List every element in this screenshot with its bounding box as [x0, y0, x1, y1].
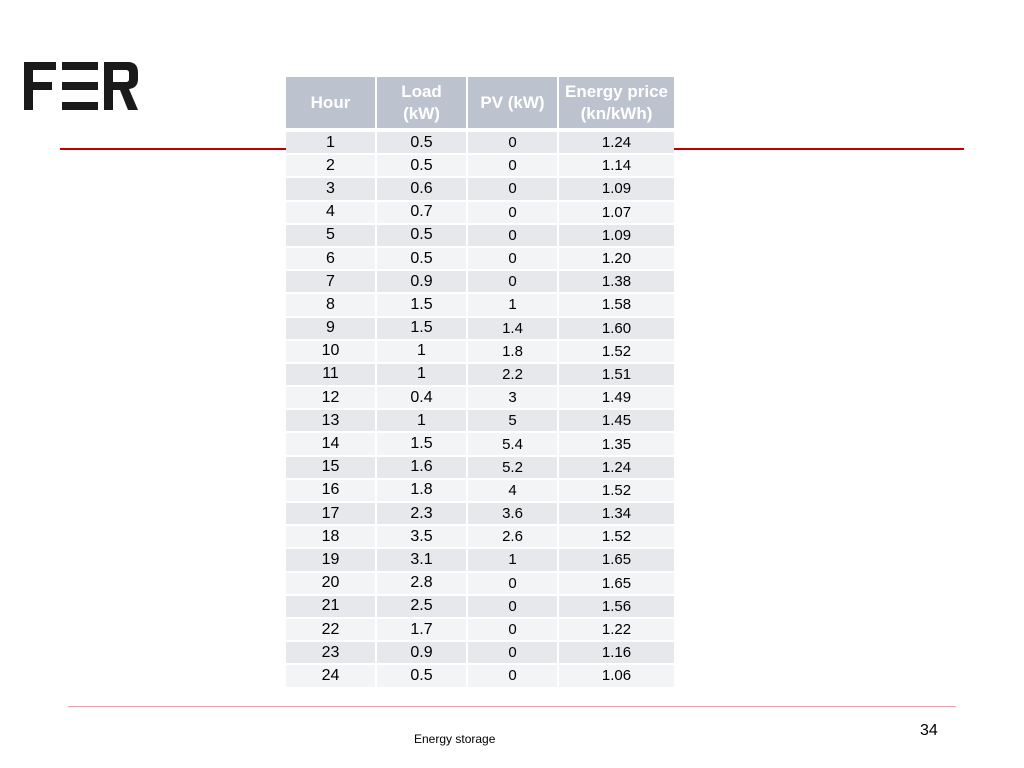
cell-hour: 7 — [286, 270, 376, 293]
cell-price: 1.20 — [558, 247, 674, 270]
cell-pv: 0 — [467, 270, 558, 293]
cell-load: 2.8 — [376, 572, 467, 595]
cell-load: 1.8 — [376, 479, 467, 502]
cell-pv: 0 — [467, 618, 558, 641]
title-rule-left — [60, 148, 288, 150]
cell-load: 0.4 — [376, 386, 467, 409]
table-row — [286, 201, 674, 224]
cell-pv: 2.6 — [467, 525, 558, 548]
cell-price: 1.22 — [558, 618, 674, 641]
cell-hour: 1 — [286, 130, 376, 154]
title-rule-right — [672, 148, 964, 150]
table-row — [286, 432, 674, 455]
cell-price: 1.09 — [558, 177, 674, 200]
header-hour: Hour — [286, 77, 376, 130]
table-row — [286, 641, 674, 664]
cell-hour: 22 — [286, 618, 376, 641]
cell-load: 1.5 — [376, 293, 467, 316]
header-pv: PV (kW) — [467, 77, 558, 130]
table-row — [286, 548, 674, 571]
cell-load: 1.6 — [376, 456, 467, 479]
cell-price: 1.14 — [558, 154, 674, 177]
table-row — [286, 456, 674, 479]
cell-hour: 8 — [286, 293, 376, 316]
cell-load: 0.9 — [376, 270, 467, 293]
cell-load: 0.5 — [376, 154, 467, 177]
table-row — [286, 270, 674, 293]
cell-load: 0.6 — [376, 177, 467, 200]
cell-price: 1.24 — [558, 130, 674, 154]
cell-price: 1.24 — [558, 456, 674, 479]
table-row — [286, 363, 674, 386]
cell-pv: 0 — [467, 130, 558, 154]
cell-pv: 5.4 — [467, 432, 558, 455]
cell-price: 1.09 — [558, 224, 674, 247]
cell-pv: 3.6 — [467, 502, 558, 525]
cell-hour: 4 — [286, 201, 376, 224]
cell-hour: 19 — [286, 548, 376, 571]
cell-price: 1.51 — [558, 363, 674, 386]
fer-logo — [24, 62, 138, 110]
cell-pv: 2.2 — [467, 363, 558, 386]
table-row — [286, 525, 674, 548]
table-row — [286, 154, 674, 177]
cell-hour: 10 — [286, 340, 376, 363]
cell-hour: 11 — [286, 363, 376, 386]
load-pv-price-table — [286, 77, 674, 689]
cell-pv: 0 — [467, 224, 558, 247]
cell-load: 3.5 — [376, 525, 467, 548]
table-row — [286, 572, 674, 595]
cell-load: 0.5 — [376, 130, 467, 154]
table-row — [286, 224, 674, 247]
table-row — [286, 479, 674, 502]
cell-load: 0.7 — [376, 201, 467, 224]
table-row — [286, 247, 674, 270]
cell-load: 1 — [376, 409, 467, 432]
table-row — [286, 595, 674, 618]
table-row — [286, 130, 674, 154]
table-row — [286, 664, 674, 687]
table-row — [286, 293, 674, 316]
cell-price: 1.60 — [558, 317, 674, 340]
cell-hour: 23 — [286, 641, 376, 664]
cell-price: 1.34 — [558, 502, 674, 525]
cell-load: 2.3 — [376, 502, 467, 525]
cell-load: 1.5 — [376, 317, 467, 340]
footer-rule — [68, 706, 956, 707]
cell-hour: 5 — [286, 224, 376, 247]
cell-pv: 4 — [467, 479, 558, 502]
cell-price: 1.65 — [558, 548, 674, 571]
table-row — [286, 386, 674, 409]
cell-hour: 14 — [286, 432, 376, 455]
table-row — [286, 502, 674, 525]
cell-pv: 1.8 — [467, 340, 558, 363]
cell-hour: 18 — [286, 525, 376, 548]
cell-hour: 20 — [286, 572, 376, 595]
cell-pv: 3 — [467, 386, 558, 409]
table-row — [286, 618, 674, 641]
cell-pv: 0 — [467, 664, 558, 687]
cell-pv: 0 — [467, 641, 558, 664]
cell-price: 1.35 — [558, 432, 674, 455]
cell-load: 0.5 — [376, 224, 467, 247]
cell-pv: 5 — [467, 409, 558, 432]
cell-pv: 1.4 — [467, 317, 558, 340]
cell-hour: 2 — [286, 154, 376, 177]
cell-price: 1.65 — [558, 572, 674, 595]
cell-hour: 17 — [286, 502, 376, 525]
cell-load: 1 — [376, 340, 467, 363]
cell-pv: 1 — [467, 548, 558, 571]
header-price: Energy price (kn/kWh) — [558, 77, 674, 130]
cell-price: 1.58 — [558, 293, 674, 316]
cell-hour: 16 — [286, 479, 376, 502]
cell-pv: 0 — [467, 177, 558, 200]
cell-price: 1.38 — [558, 270, 674, 293]
table-row — [286, 177, 674, 200]
cell-load: 0.9 — [376, 641, 467, 664]
cell-pv: 0 — [467, 201, 558, 224]
cell-pv: 0 — [467, 595, 558, 618]
cell-price: 1.16 — [558, 641, 674, 664]
cell-load: 3.1 — [376, 548, 467, 571]
cell-price: 1.45 — [558, 409, 674, 432]
table-row — [286, 340, 674, 363]
cell-hour: 3 — [286, 177, 376, 200]
table-header-row — [286, 77, 674, 130]
cell-pv: 5.2 — [467, 456, 558, 479]
cell-pv: 0 — [467, 154, 558, 177]
cell-price: 1.49 — [558, 386, 674, 409]
cell-price: 1.06 — [558, 664, 674, 687]
table-row — [286, 409, 674, 432]
table-body — [286, 130, 674, 688]
cell-load: 0.5 — [376, 664, 467, 687]
cell-load: 1 — [376, 363, 467, 386]
header-load: Load (kW) — [376, 77, 467, 130]
cell-load: 2.5 — [376, 595, 467, 618]
cell-price: 1.07 — [558, 201, 674, 224]
cell-hour: 15 — [286, 456, 376, 479]
cell-hour: 24 — [286, 664, 376, 687]
cell-hour: 9 — [286, 317, 376, 340]
cell-hour: 12 — [286, 386, 376, 409]
cell-load: 1.7 — [376, 618, 467, 641]
cell-hour: 13 — [286, 409, 376, 432]
data-table-container — [286, 77, 674, 689]
cell-load: 0.5 — [376, 247, 467, 270]
cell-hour: 6 — [286, 247, 376, 270]
cell-hour: 21 — [286, 595, 376, 618]
cell-price: 1.52 — [558, 340, 674, 363]
table-row — [286, 317, 674, 340]
cell-price: 1.52 — [558, 525, 674, 548]
cell-load: 1.5 — [376, 432, 467, 455]
cell-price: 1.52 — [558, 479, 674, 502]
cell-pv: 1 — [467, 293, 558, 316]
footer-title: Energy storage — [414, 732, 496, 746]
cell-price: 1.56 — [558, 595, 674, 618]
page-number: 34 — [920, 722, 938, 739]
cell-pv: 0 — [467, 572, 558, 595]
cell-pv: 0 — [467, 247, 558, 270]
